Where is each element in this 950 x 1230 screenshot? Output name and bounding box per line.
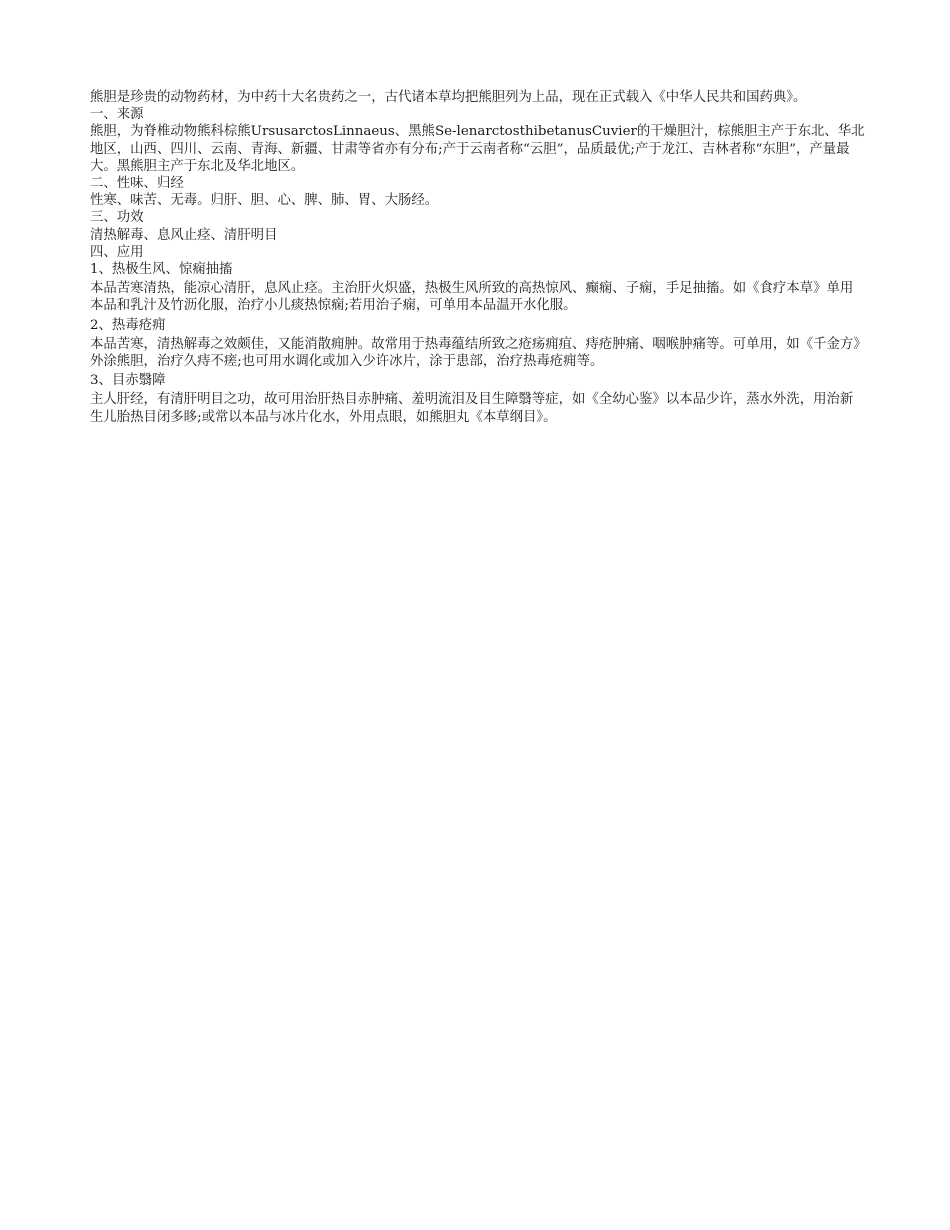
section-body-source: 熊胆，为脊椎动物熊科棕熊UrsusarctosLinnaeus、黑熊Se-lenarctosthibetanusCuvier的干燥胆汁，棕熊胆主产于东北、华北地区，山西、四川、云南、青海、新疆、甘肃等省亦有分布;产于云南者称“云胆”，品质最优;产于龙江、吉林者称“东胆”，产量最大。黑熊胆主产于东北及华北地区。 — [90, 124, 865, 174]
section-body-effects: 清热解毒、息风止痉、清肝明目 — [90, 227, 278, 243]
subsection-body-sores: 本品苦寒，清热解毒之效颇佳，又能消散痈肿。故常用于热毒蕴结所致之疮疡痈疽、痔疮肿痛、咽喉肿痛等。可单用，如《千金方》外涂熊胆，治疗久痔不瘥;也可用水调化或加入少许冰片，涂于患部，治疗热毒疮痈等。 — [90, 336, 860, 370]
section-heading-nature: 二、性味、归经 — [90, 176, 184, 192]
section-heading-source: 一、来源 — [90, 107, 144, 123]
subsection-heading-sores: 2、热毒疮痈 — [90, 317, 166, 333]
subsection-heading-eyes: 3、目赤翳障 — [90, 373, 166, 389]
intro-paragraph: 熊胆是珍贵的动物药材，为中药十大名贵药之一，古代诸本草均把熊胆列为上品，现在正式载入《中华人民共和国药典》。 — [90, 90, 807, 105]
section-body-nature: 性寒、味苦、无毒。归肝、胆、心、脾、肺、胃、大肠经。 — [90, 193, 439, 209]
subsection-body-convulsion: 本品苦寒清热，能凉心清肝，息风止痉。主治肝火炽盛，热极生风所致的高热惊风、癫痫、子痫，手足抽搐。如《食疗本草》单用本品和乳汁及竹沥化服，治疗小儿痰热惊痫;若用治子痫，可单用本品温开水化服。 — [90, 281, 854, 314]
subsection-body-eyes: 主人肝经，有清肝明目之功，故可用治肝热目赤肿痛、羞明流泪及目生障翳等症，如《全幼心鉴》以本品少许，蒸水外洗，用治新生儿胎热目闭多眵;或常以本品与冰片化水，外用点眼，如熊胆丸《本草纲目》。 — [90, 392, 854, 425]
document-body — [90, 89, 865, 426]
section-heading-application: 四、应用 — [90, 244, 144, 260]
section-heading-effects: 三、功效 — [90, 210, 144, 226]
subsection-heading-convulsion: 1、热极生风、惊痫抽搐 — [90, 262, 233, 278]
